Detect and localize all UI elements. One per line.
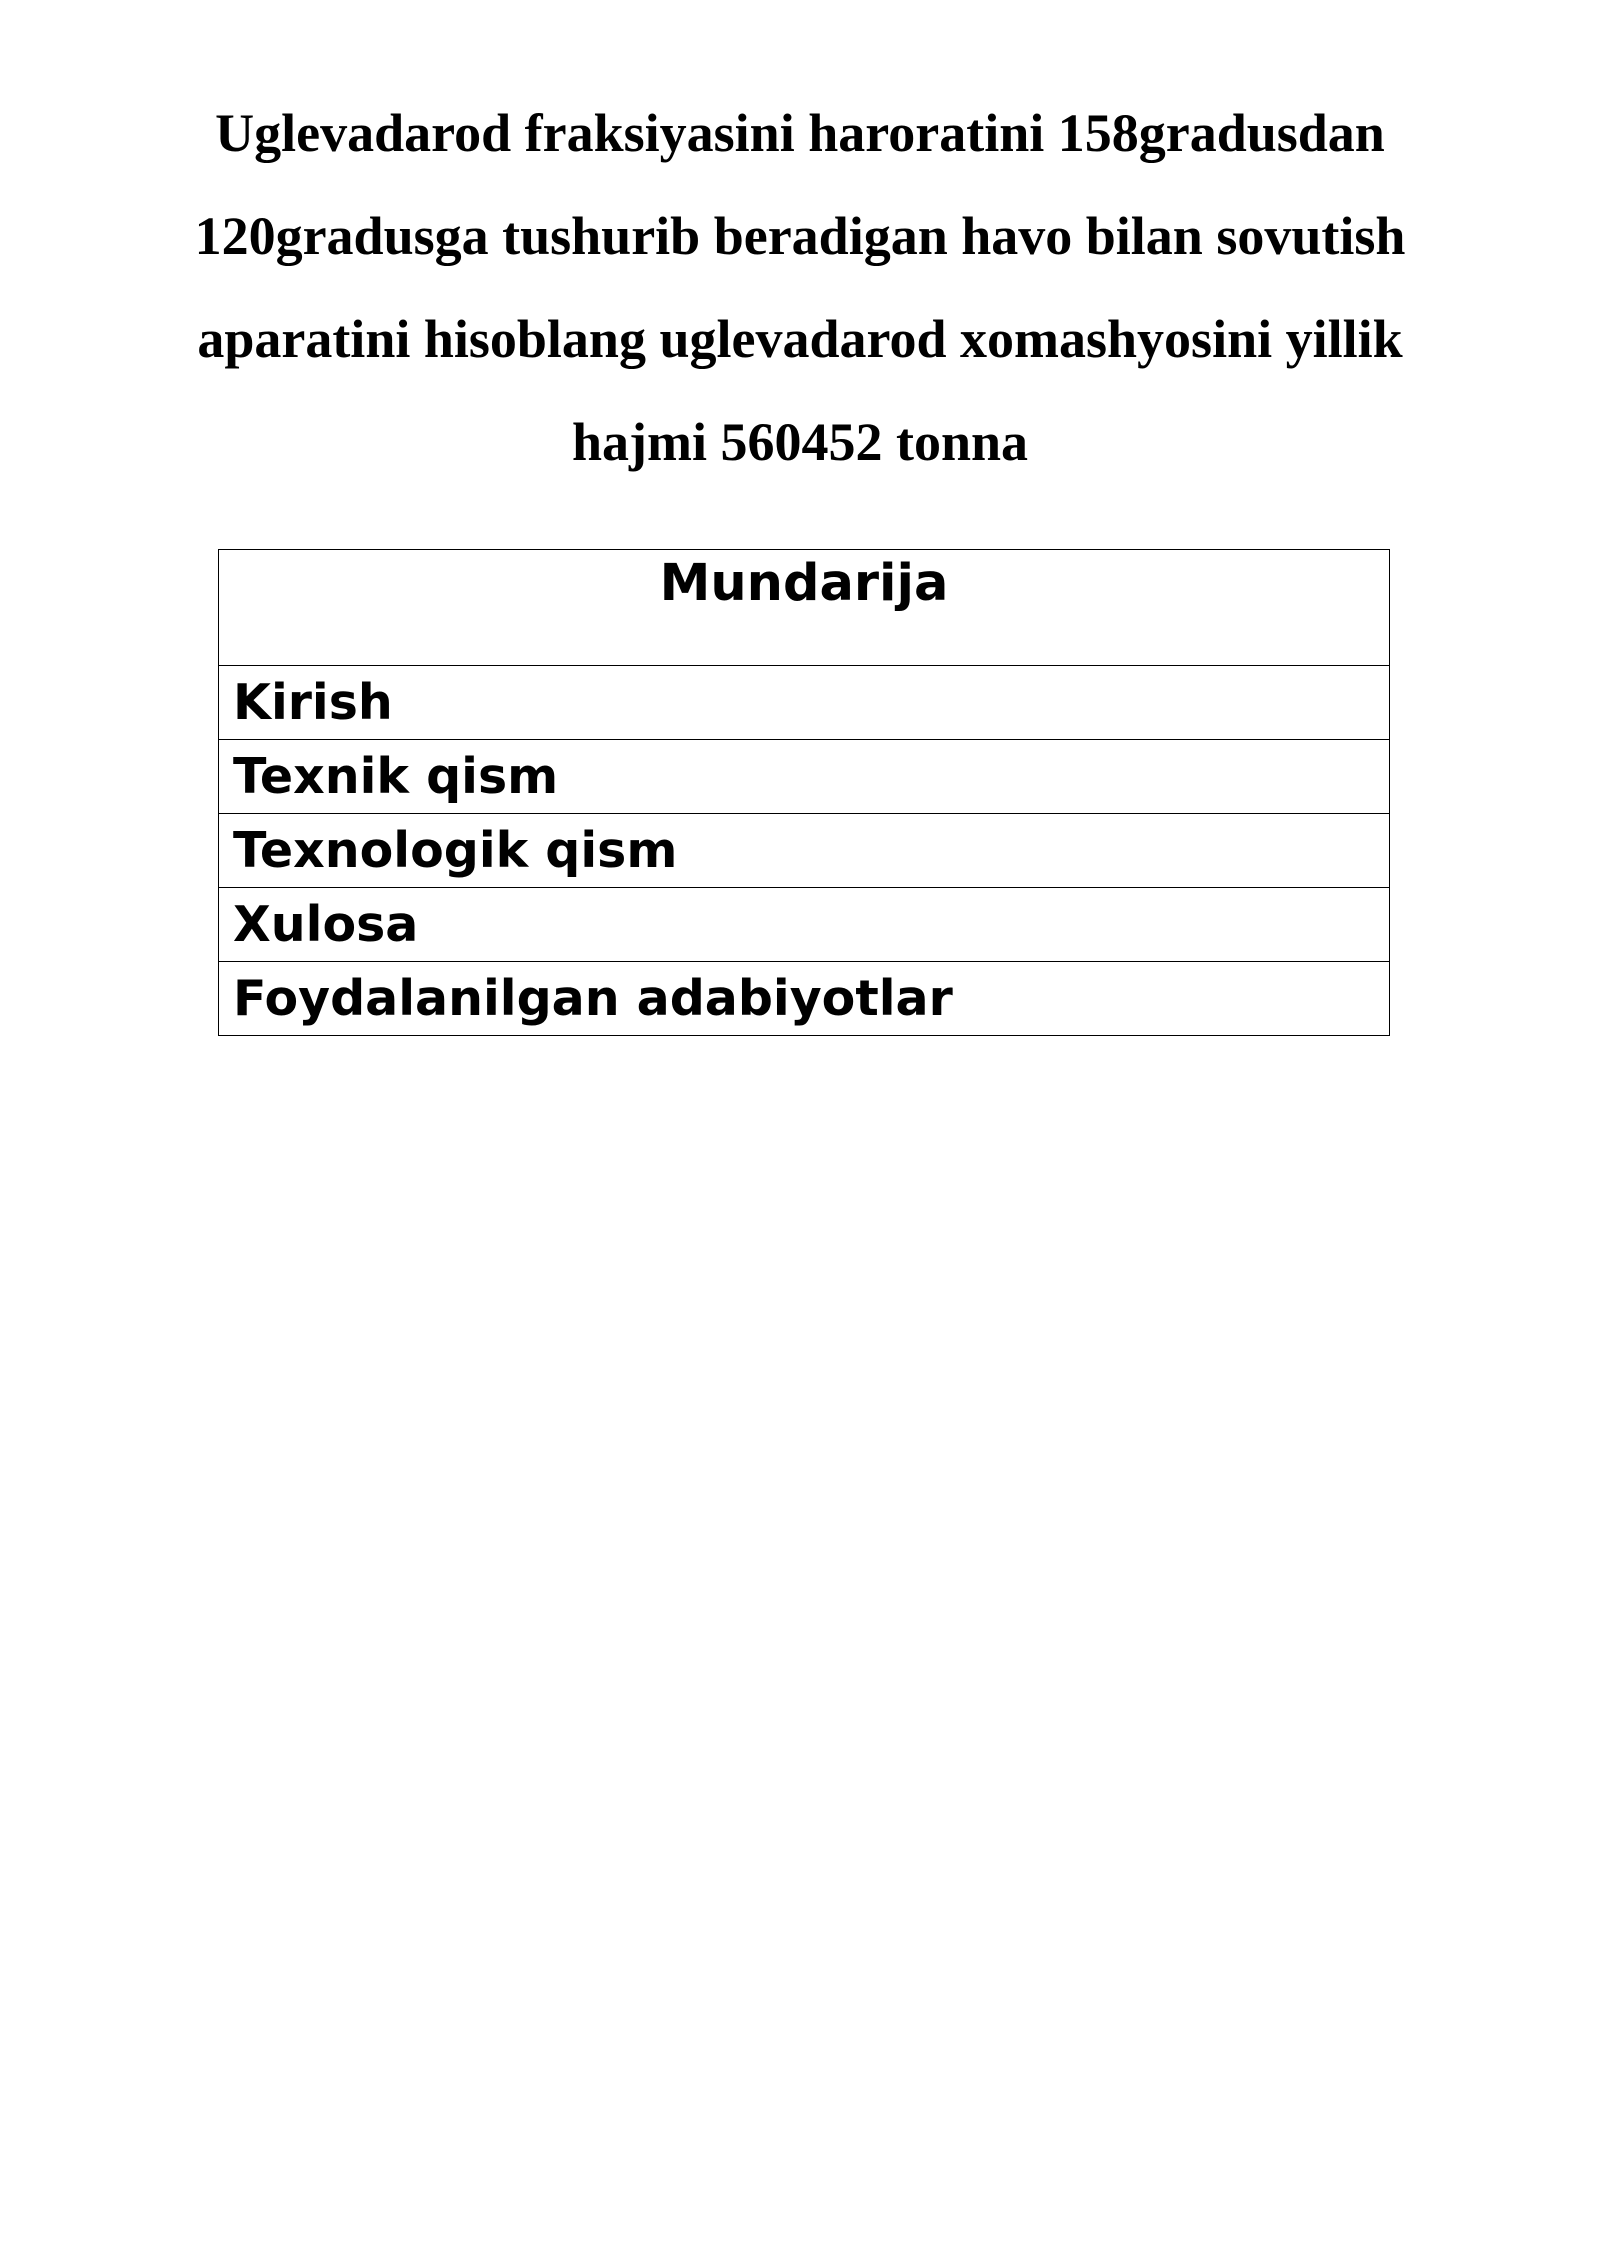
title-line: 120gradusga tushurib beradigan havo bilan sovutish (194, 206, 1406, 266)
contents-heading: Mundarija (219, 550, 1390, 666)
contents-item-kirish: Kirish (219, 666, 1390, 740)
title-line: aparatini hisoblang uglevadarod xomashyosini yillik (197, 309, 1403, 369)
contents-row (219, 962, 1390, 1036)
contents-row (219, 888, 1390, 962)
document-title (120, 82, 1480, 494)
title-line: Uglevadarod fraksiyasini haroratini 158gradusdan (215, 103, 1385, 163)
contents-item-adabiyotlar: Foydalanilgan adabiyotlar (219, 962, 1390, 1036)
contents-row (219, 814, 1390, 888)
title-line: hajmi 560452 tonna (571, 412, 1029, 472)
contents-item-texnologik-qism: Texnologik qism (219, 814, 1390, 888)
contents-item-xulosa: Xulosa (219, 888, 1390, 962)
table-of-contents (218, 549, 1390, 1036)
contents-row (219, 666, 1390, 740)
contents-header-row (219, 550, 1390, 666)
contents-item-texnik-qism: Texnik qism (219, 740, 1390, 814)
contents-row (219, 740, 1390, 814)
